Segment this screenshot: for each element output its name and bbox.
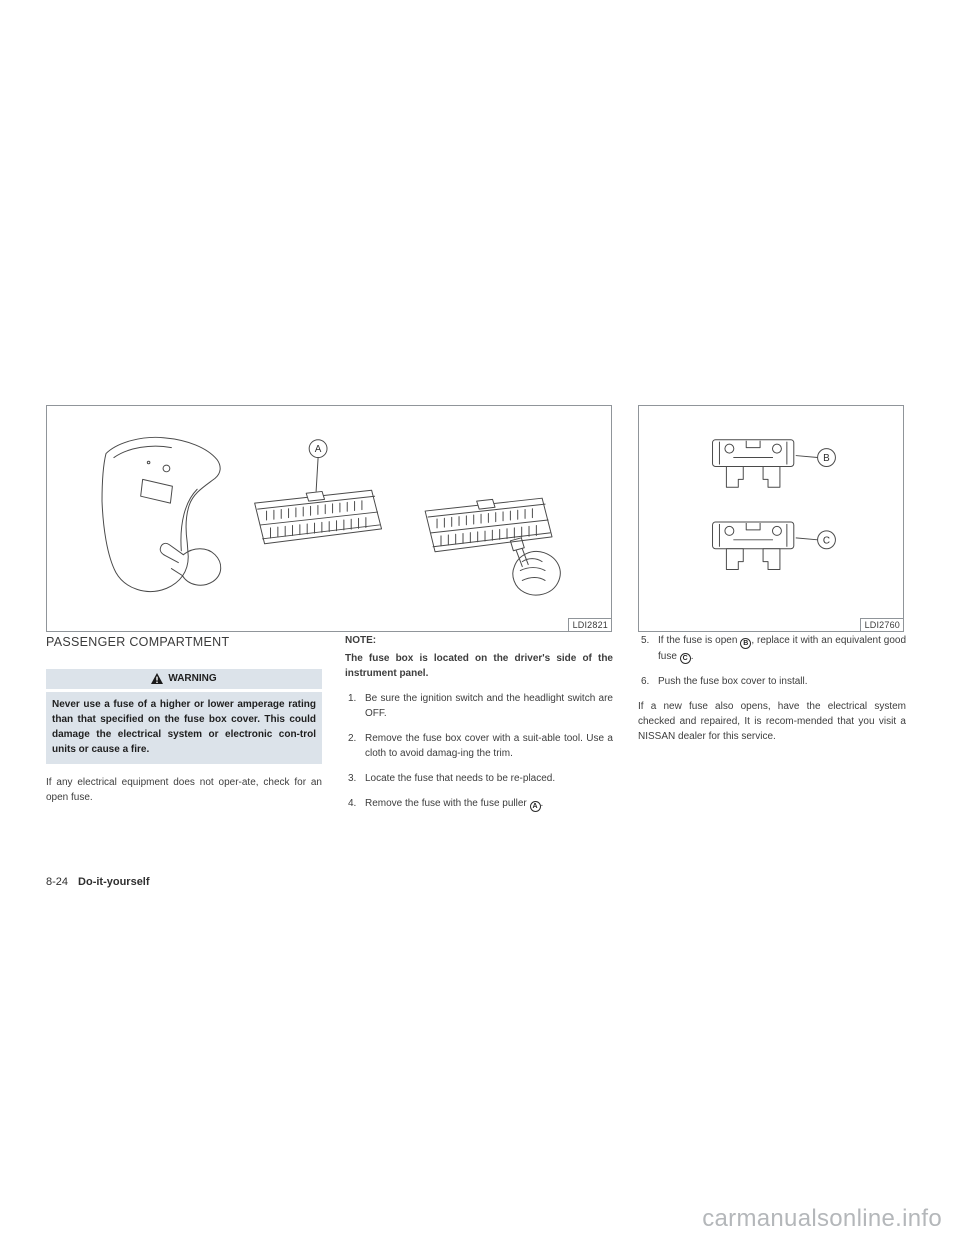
callout-b-label: B (823, 453, 830, 465)
step-4 (345, 796, 613, 812)
step-2 (345, 731, 613, 761)
warning-box (46, 669, 322, 764)
step-text: Push the fuse box cover to install. (658, 676, 808, 687)
figure-blade-fuses (638, 405, 904, 632)
warning-icon (151, 673, 163, 684)
step-text (365, 796, 613, 812)
paragraph-nissan-dealer: If a new fuse also opens, have the electrical system checked and repaired, It is recom-mended that you visit a NISSAN dealer for this service. (638, 701, 906, 742)
fuse-box-location-illustration (47, 406, 611, 631)
step-text-part: , replace it with an equivalent good fuse (658, 635, 907, 662)
blade-fuses-illustration (639, 406, 903, 631)
callout-c-label: C (822, 535, 831, 547)
watermark: carmanualsonline.info (702, 1205, 942, 1232)
warning-body: Never use a fuse of a higher or lower amperage rating than that specified on the fuse box cover. This could damage the electrical system or electronic con-trol units or cause a fire. (46, 692, 322, 764)
warning-header (46, 669, 322, 689)
callout-a-label: A (314, 444, 322, 456)
step-number: 5. (641, 635, 650, 646)
step-number: 4. (348, 798, 357, 809)
step-number: 6. (641, 676, 650, 687)
figure-caption-right: LDI2760 (860, 618, 903, 631)
page-number: 8-24 (46, 876, 69, 888)
step-text-part: . (690, 650, 694, 662)
step-number: 3. (348, 773, 357, 784)
circled-letter-b: B (740, 638, 751, 649)
section-title: Do-it-yourself (78, 876, 150, 888)
note-body: The fuse box is located on the driver's side of the instrument panel. (345, 653, 613, 679)
step-text: Be sure the ignition switch and the headlight switch are OFF. (365, 693, 613, 719)
step-text-part: . (540, 798, 544, 809)
circled-letter-a: A (530, 801, 541, 812)
step-text: Remove the fuse box cover with a suit-able tool. Use a cloth to avoid damag-ing the trim. (365, 733, 613, 759)
step-text-part: Remove the fuse with the fuse puller (365, 798, 530, 809)
step-number: 2. (348, 733, 357, 744)
step-text: Locate the fuse that needs to be re-placed. (365, 773, 556, 784)
paragraph-check-fuse: If any electrical equipment does not oper-ate, check for an open fuse. (46, 776, 322, 803)
step-5 (638, 633, 906, 664)
warning-title: WARNING (168, 673, 217, 685)
figure-fuse-box-location (46, 405, 612, 632)
step-text-part: If the fuse is open (658, 635, 741, 646)
step-1 (345, 691, 613, 721)
step-text (658, 633, 906, 664)
circled-letter-c: C (680, 653, 691, 664)
column-middle (345, 633, 613, 822)
column-right (638, 633, 906, 744)
section-heading: PASSENGER COMPARTMENT (46, 635, 230, 649)
step-3 (345, 771, 613, 786)
step-6 (638, 674, 906, 689)
page-footer (46, 876, 150, 888)
step-number: 1. (348, 693, 357, 704)
column-left (46, 633, 322, 805)
note-label: NOTE: (345, 635, 377, 646)
figure-caption-left: LDI2821 (568, 618, 611, 631)
